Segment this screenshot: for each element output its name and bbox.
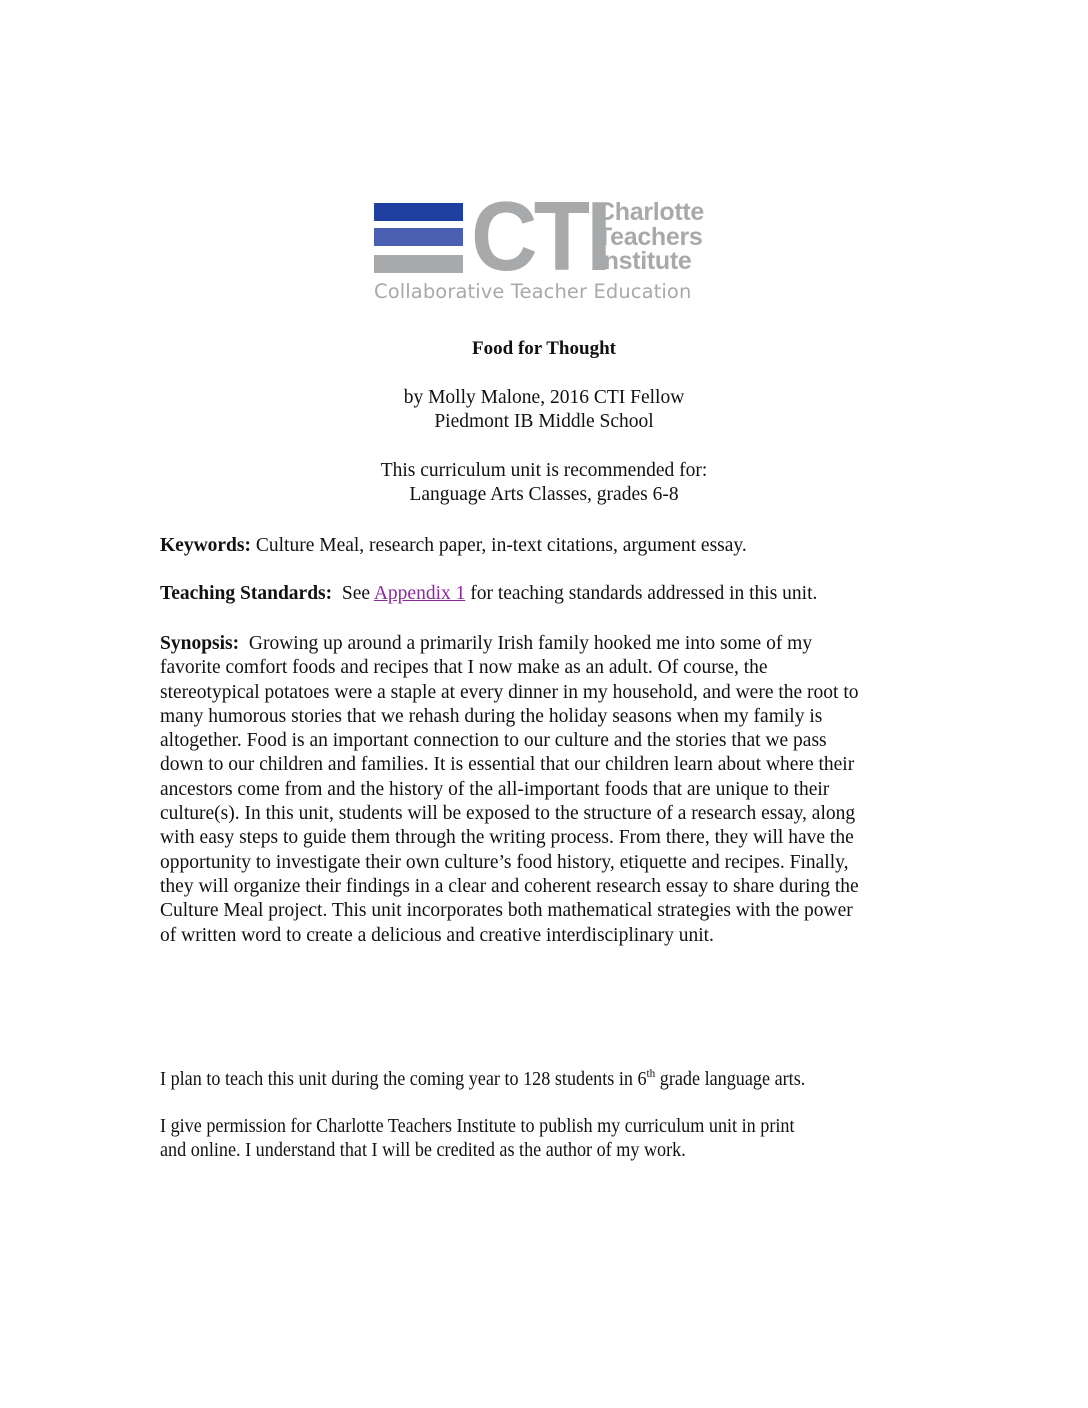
teaching-standards-label: Teaching Standards: bbox=[160, 583, 333, 604]
logo-bar-mid-blue bbox=[374, 228, 463, 246]
synopsis-line: favorite comfort foods and recipes that I now make as an adult. Of course, the bbox=[160, 657, 768, 679]
logo-tagline: Collaborative Teacher Education bbox=[374, 280, 692, 303]
logo-name-line: Institute bbox=[597, 247, 692, 275]
teaching-plan-text-end: grade language arts. bbox=[655, 1069, 806, 1090]
appendix-1-link[interactable]: Appendix 1 bbox=[373, 583, 466, 604]
author-block bbox=[0, 386, 1088, 434]
keywords-text: Culture Meal, research paper, in-text citations, argument essay. bbox=[251, 535, 747, 556]
synopsis-line: of written word to create a delicious and creative interdisciplinary unit. bbox=[160, 924, 714, 946]
teaching-plan-paragraph bbox=[160, 1068, 876, 1092]
author-byline: by Molly Malone, 2016 CTI Fellow bbox=[403, 387, 685, 408]
logo-bar-dark-blue bbox=[374, 203, 463, 221]
keywords-paragraph bbox=[160, 534, 930, 558]
synopsis-line: ancestors come from and the history of the all-important foods that are unique to their bbox=[160, 778, 830, 800]
keywords-label: Keywords: bbox=[160, 535, 251, 556]
synopsis-paragraph bbox=[160, 632, 930, 948]
synopsis-line: many humorous stories that we rehash during the holiday seasons when my family is bbox=[160, 705, 823, 727]
synopsis-line: Culture Meal project. This unit incorporates both mathematical strategies with the power bbox=[160, 900, 853, 922]
teaching-plan-text: I plan to teach this unit during the coming year to 128 students in 6 bbox=[160, 1069, 647, 1090]
logo-mark: CTI bbox=[471, 181, 609, 291]
synopsis-line: altogether. Food is an important connection to our culture and the stories that we pass bbox=[160, 730, 827, 752]
teaching-standards-post: for teaching standards addressed in this unit. bbox=[465, 583, 818, 604]
logo-bar-gray bbox=[374, 255, 463, 273]
teaching-standards-pre: See bbox=[332, 583, 374, 604]
synopsis-line: stereotypical potatoes were a staple at every dinner in my household, and were the root to bbox=[160, 681, 859, 703]
cti-logo bbox=[374, 181, 724, 308]
synopsis-line bbox=[160, 632, 930, 656]
synopsis-line: culture(s). In this unit, students will be exposed to the structure of a research essay, along bbox=[160, 803, 856, 825]
recommendation-audience: Language Arts Classes, grades 6-8 bbox=[409, 484, 679, 505]
logo-name-line: Teachers bbox=[597, 222, 703, 251]
permission-paragraph bbox=[160, 1115, 932, 1164]
synopsis-line: opportunity to investigate their own culture’s food history, etiquette and recipes. Finally, bbox=[160, 851, 849, 873]
permission-line: I give permission for Charlotte Teachers Institute to publish my curriculum unit in print bbox=[160, 1116, 795, 1137]
recommendation-block bbox=[0, 459, 1088, 507]
document-title: Food for Thought bbox=[472, 338, 616, 359]
synopsis-line: they will organize their findings in a clear and coherent research essay to share during the bbox=[160, 875, 859, 897]
synopsis-line: with easy steps to guide them through the writing process. From there, they will have the bbox=[160, 827, 854, 849]
synopsis-line: down to our children and families. It is essential that our children learn about where their bbox=[160, 754, 855, 776]
school-name: Piedmont IB Middle School bbox=[434, 411, 654, 432]
teaching-standards-paragraph bbox=[160, 582, 930, 606]
logo-name-line: Charlotte bbox=[597, 198, 705, 226]
permission-line: and online. I understand that I will be credited as the author of my work. bbox=[160, 1140, 686, 1162]
synopsis-text: Growing up around a primarily Irish family hooked me into some of my bbox=[239, 633, 813, 654]
synopsis-label: Synopsis: bbox=[160, 633, 240, 654]
logo-name bbox=[597, 200, 704, 274]
recommendation-intro: This curriculum unit is recommended for: bbox=[380, 460, 708, 481]
ordinal-suffix: th bbox=[646, 1066, 656, 1080]
